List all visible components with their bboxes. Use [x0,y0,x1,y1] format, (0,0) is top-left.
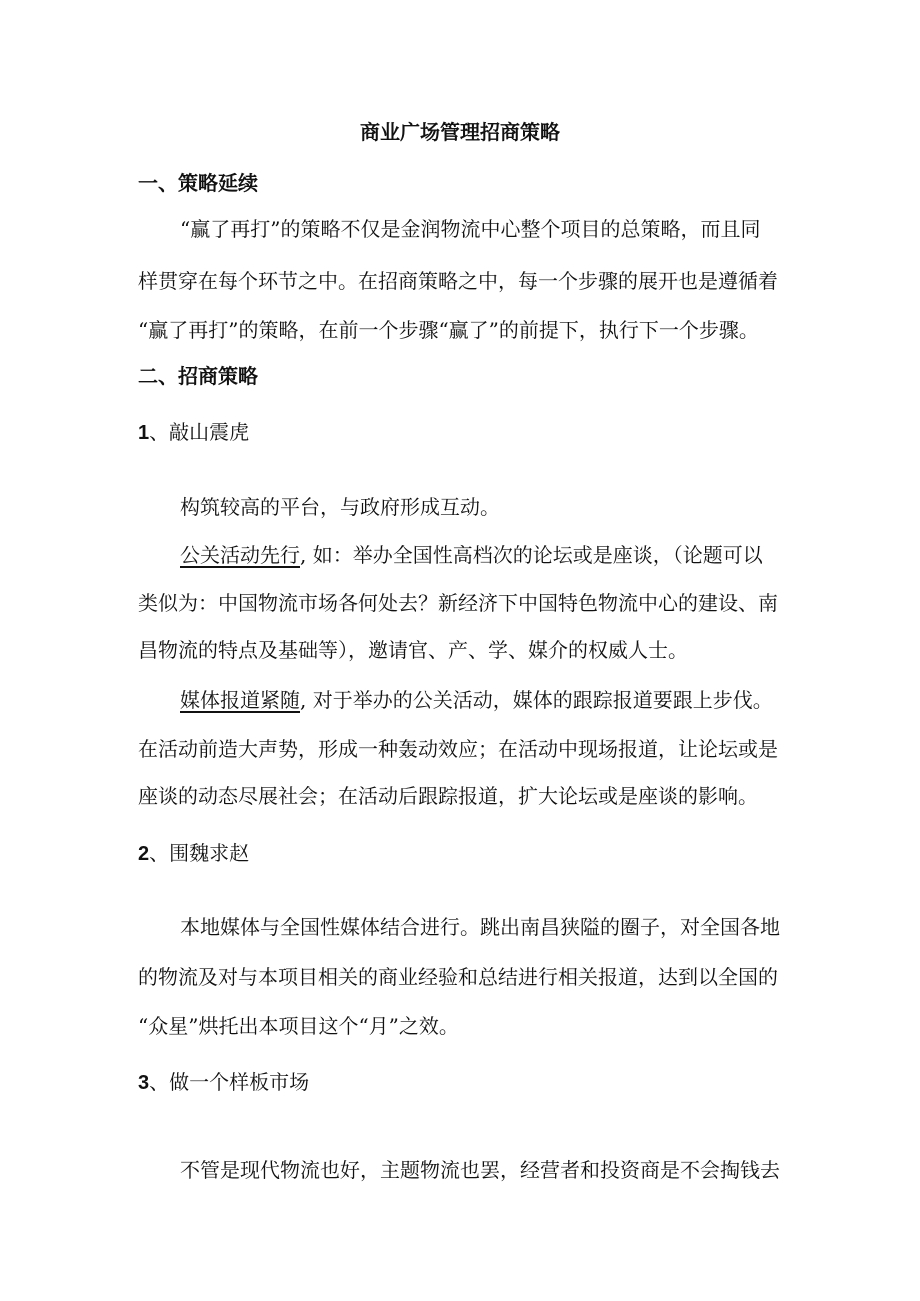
paragraph-line: 样贯穿在每个环节之中。在招商策略之中，每一个步骤的展开也是遵循着 [138,269,778,293]
paragraph-text: , 如：举办全国性高档次的论坛或是座谈，（论题可以 [300,543,763,567]
paragraph-line: 类似为：中国物流市场各何处去？新经济下中国特色物流中心的建设、南 [138,591,778,615]
item-title: 、敲山震虎 [149,420,250,444]
item-heading-1 [138,417,798,448]
section-heading-1: 一、策略延续 [138,171,258,195]
item-title: 、围魏求赵 [149,841,250,865]
paragraph-line: 构筑较高的平台，与政府形成互动。 [180,495,500,519]
paragraph-line: 昌物流的特点及基础等），邀请官、产、学、媒介的权威人士。 [138,638,688,662]
document-title: 商业广场管理招商策略 [360,120,560,144]
paragraph-line: 座谈的动态尽展社会；在活动后跟踪报道，扩大论坛或是座谈的影响。 [138,784,758,808]
paragraph-line: 在活动前造大声势，形成一种轰动效应；在活动中现场报道，让论坛或是 [138,737,778,761]
paragraph-line: 的物流及对与本项目相关的商业经验和总结进行相关报道，达到以全国的 [138,965,778,989]
item-number: 3 [138,1072,150,1094]
paragraph-text: , 对于举办的公关活动，媒体的跟踪报道要跟上步伐。 [300,688,773,712]
section-heading-2: 二、招商策略 [138,364,258,388]
paragraph-line [180,540,800,570]
paragraph-line: 本地媒体与全国性媒体结合进行。跳出南昌狭隘的圈子，对全国各地 [180,915,780,939]
underlined-phrase: 公关活动先行 [180,543,300,567]
paragraph-line: 不管是现代物流也好，主题物流也罢，经营者和投资商是不会掏钱去 [180,1158,780,1182]
paragraph-line [180,685,800,715]
item-title: 、做一个样板市场 [149,1070,310,1094]
item-number: 2 [138,843,150,865]
item-heading-2 [138,838,798,869]
paragraph-line: “众星”烘托出本项目这个“月”之效。 [138,1014,459,1038]
underlined-phrase: 媒体报道紧随 [180,688,300,712]
item-number: 1 [138,422,150,444]
paragraph-line: “赢了再打”的策略不仅是金润物流中心整个项目的总策略，而且同 [180,217,761,241]
paragraph-line: “赢了再打”的策略，在前一个步骤“赢了”的前提下，执行下一个步骤。 [138,318,759,342]
item-heading-3 [138,1067,798,1098]
